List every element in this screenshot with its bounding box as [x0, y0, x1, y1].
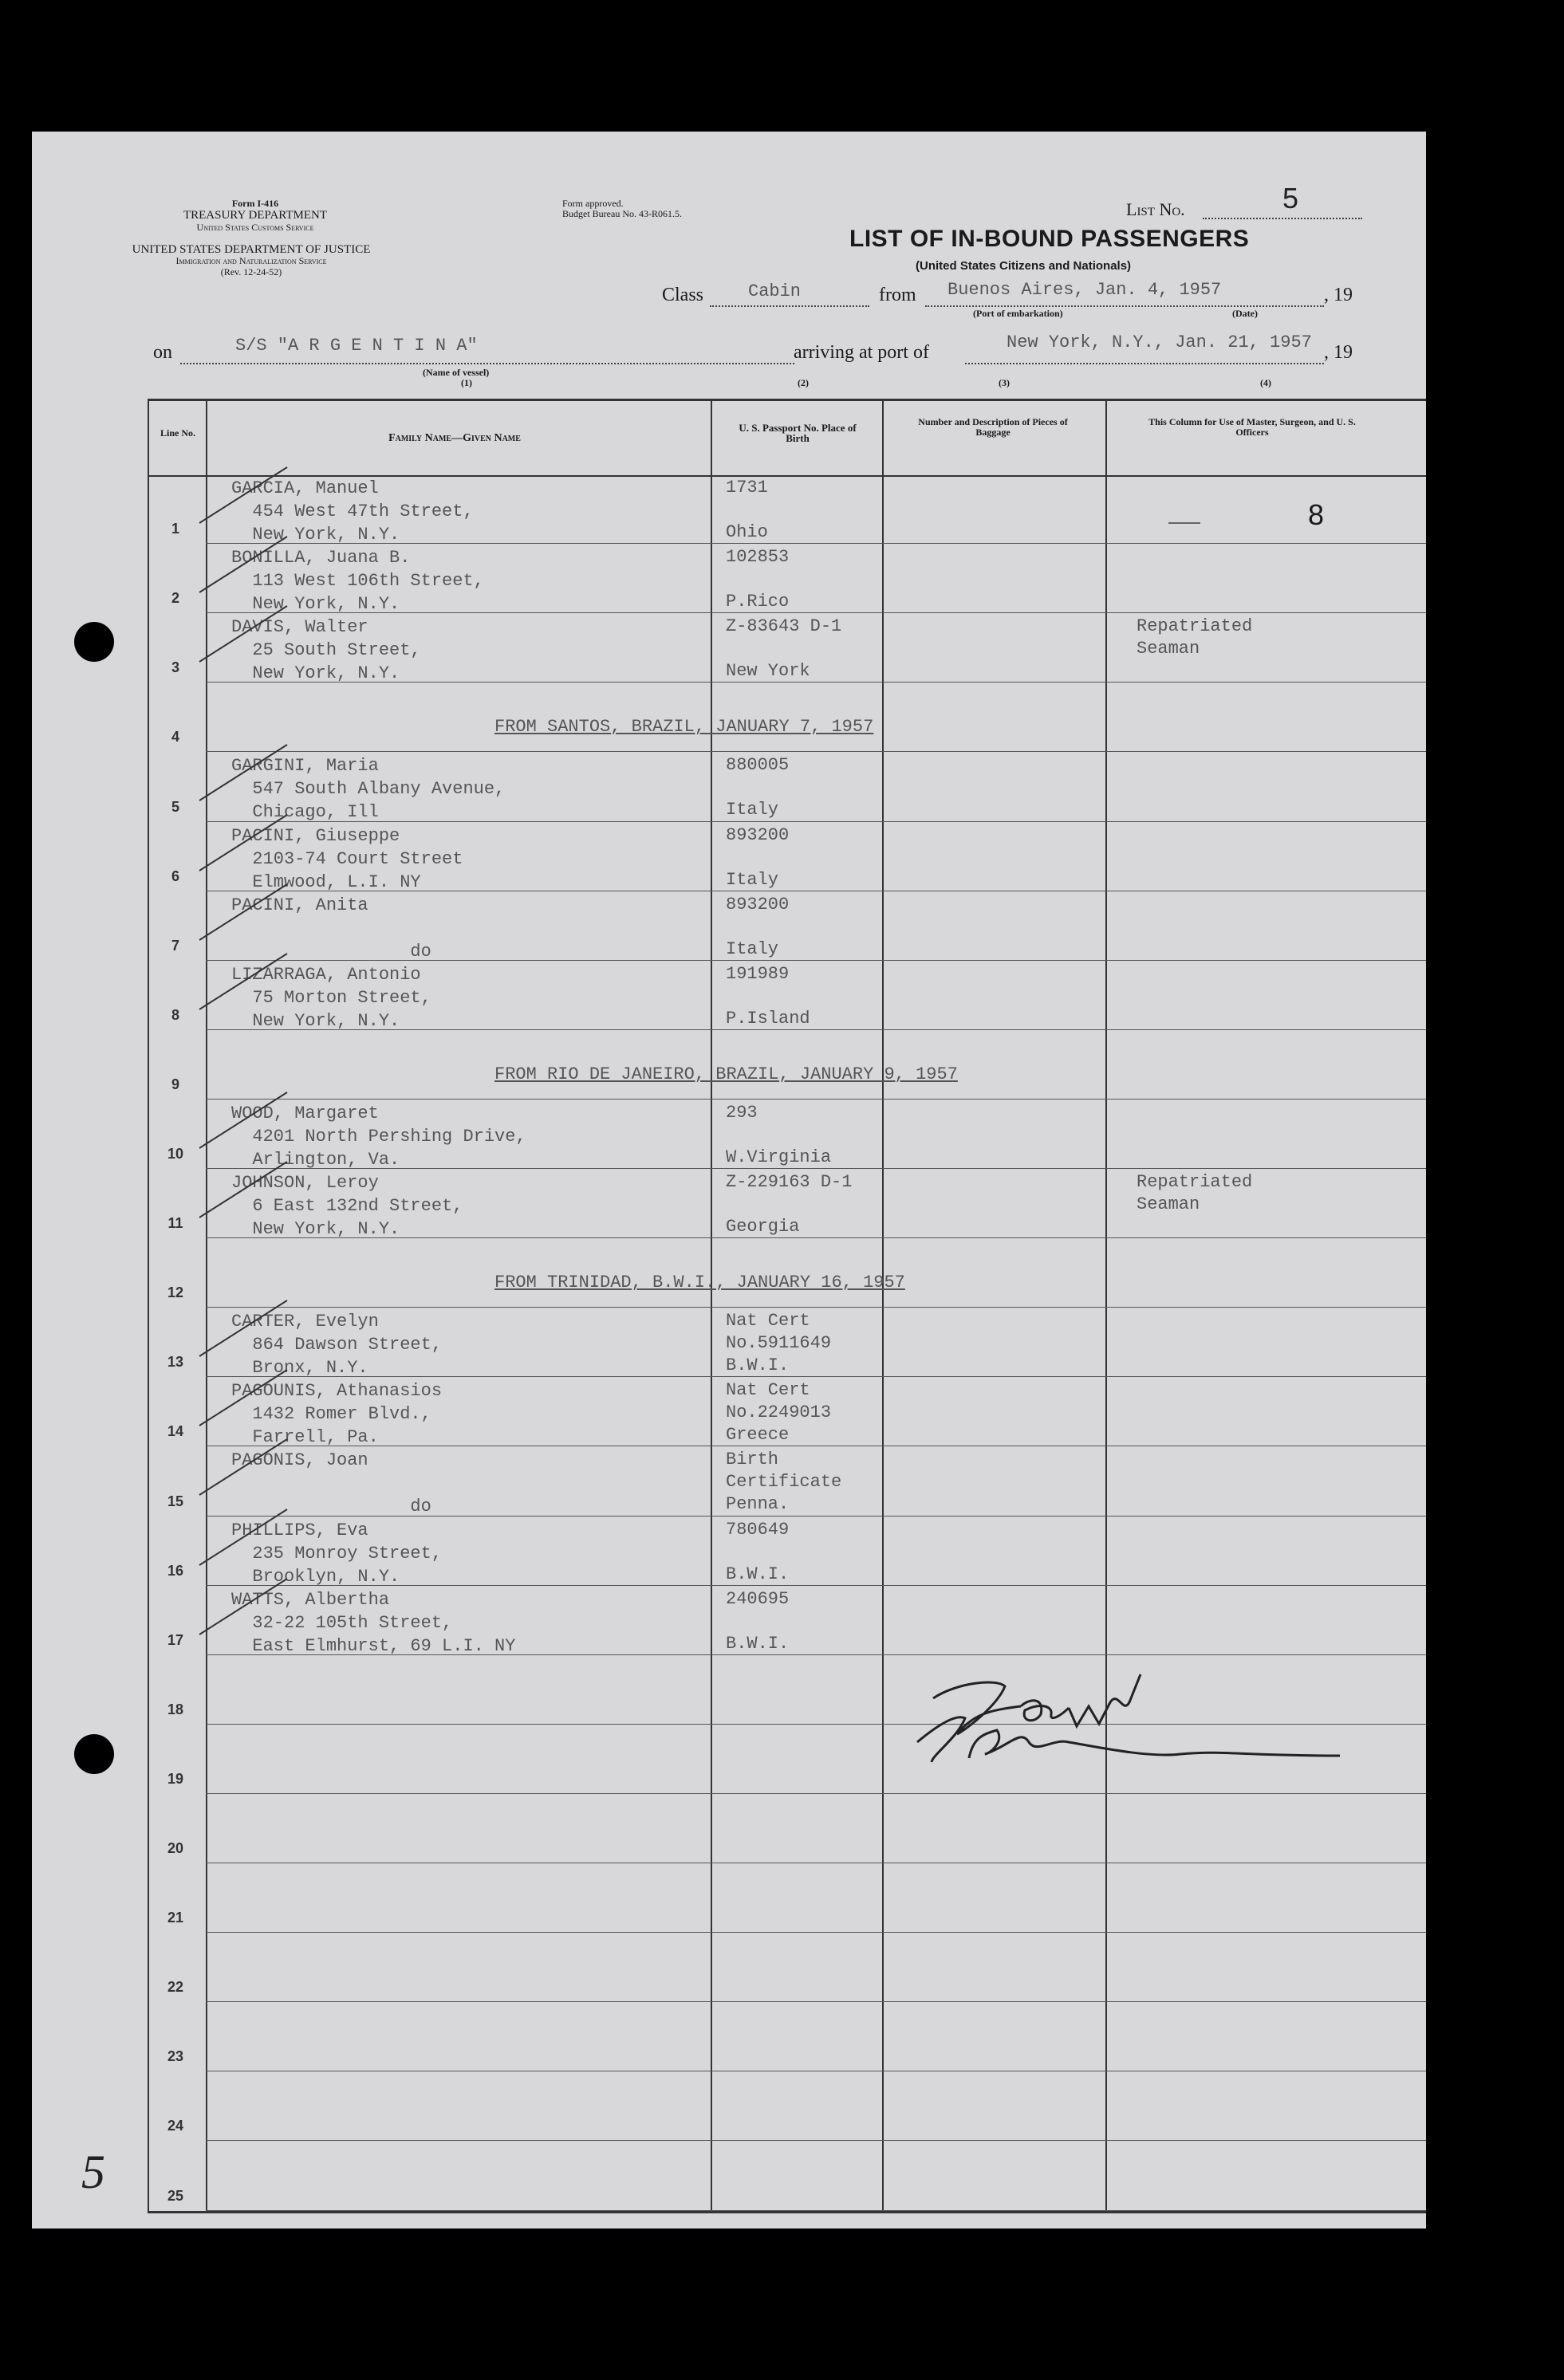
passport-birthplace: 102853 P.Rico	[726, 547, 790, 612]
port-section-heading: FROM TRINIDAD, B.W.I., JANUARY 16, 1957	[494, 1273, 905, 1293]
revision-date: (Rev. 12-24-52)	[220, 266, 282, 277]
passenger-entry: DAVIS, Walter 25 South Street, New York, N.Y.	[231, 617, 421, 684]
checkmark-stroke	[191, 811, 295, 875]
checkmark-stroke	[191, 1435, 295, 1499]
passport-birthplace: Nat Cert No.5911649 B.W.I.	[726, 1311, 832, 1376]
row-separator	[206, 2140, 1426, 2141]
from-label: from	[879, 285, 916, 305]
line-number: 11	[167, 1215, 183, 1232]
col-divider-4	[1105, 399, 1107, 2213]
col4-number: (4)	[1260, 377, 1271, 388]
form-number: Form I-416	[231, 198, 279, 209]
arriving-label: arriving at port of	[794, 342, 929, 363]
officer-signature	[909, 1666, 1356, 1770]
annotation-count: 8	[1308, 498, 1325, 531]
col2-number: (2)	[798, 377, 809, 388]
checkmark-stroke	[191, 602, 295, 666]
col-header-officers: This Column for Use of Master, Surgeon, and U. S. Officers	[1148, 416, 1356, 438]
checkmark-stroke	[191, 1088, 295, 1152]
checkmark-stroke	[191, 1366, 295, 1430]
passenger-entry: PAGOUNIS, Athanasios 1432 Romer Blvd., Farrell, Pa.	[231, 1381, 443, 1448]
ins-service: Immigration and Naturalization Service	[175, 255, 327, 266]
checkmark-stroke	[191, 950, 295, 1013]
col-header-baggage: Number and Description of Pieces of Baggage	[918, 416, 1068, 438]
col-divider-3	[882, 399, 884, 2213]
checkmark-stroke	[191, 533, 295, 596]
line-number: 6	[171, 867, 179, 884]
table-top-border	[148, 399, 1426, 401]
checkmark-stroke	[191, 880, 295, 944]
passport-birthplace: 1731 Ohio	[726, 478, 768, 542]
checkmark-stroke	[191, 1575, 295, 1638]
col-header-line: Line No.	[160, 427, 195, 439]
passenger-entry: PACINI, Giuseppe 2103-74 Court Street Elmwood, L.I. NY	[231, 825, 463, 892]
line-number: 24	[167, 2118, 184, 2134]
line-number: 9	[171, 1076, 179, 1092]
arrival-underline	[965, 363, 1324, 364]
line-number: 23	[167, 2048, 184, 2065]
checkmark-stroke	[191, 741, 295, 804]
line-number: 3	[171, 659, 179, 676]
punch-hole-bottom	[74, 1734, 114, 1774]
class-label: Class	[662, 285, 704, 305]
vessel-underline	[180, 363, 794, 364]
arrival-port: New York, N.Y., Jan. 21, 1957	[1007, 332, 1312, 352]
class-underline	[710, 305, 869, 307]
col1-number: (1)	[461, 377, 472, 388]
line-number: 21	[167, 1910, 184, 1926]
line-number: 22	[167, 1979, 184, 1996]
line-number: 16	[167, 1562, 184, 1579]
vessel-caption: (Name of vessel)	[423, 367, 490, 378]
line-number: 2	[171, 590, 179, 607]
passenger-entry: PHILLIPS, Eva 235 Monroy Street, Brooklyn, N.Y.	[231, 1520, 443, 1587]
line-number: 25	[167, 2187, 184, 2204]
checkmark-stroke	[191, 1296, 295, 1360]
from-underline	[925, 305, 1324, 307]
row-separator	[206, 2001, 1426, 2002]
passenger-entry: PACINI, Anita do	[231, 895, 431, 962]
line-number: 20	[167, 1840, 184, 1856]
treasury-dept: TREASURY DEPARTMENT	[183, 209, 328, 222]
passport-birthplace: 880005 Italy	[726, 755, 790, 820]
customs-service: United States Customs Service	[196, 222, 314, 233]
year-suffix-2: , 19	[1324, 342, 1353, 363]
port-section-heading: FROM RIO DE JANEIRO, BRAZIL, JANUARY 9, 1957	[494, 1064, 958, 1084]
passport-birthplace: Birth Certificate Penna.	[726, 1450, 842, 1515]
line-number: 13	[167, 1354, 184, 1371]
officer-note: Repatriated Seaman	[1137, 1172, 1253, 1214]
passport-birthplace: 893200 Italy	[726, 824, 790, 890]
table-bottom-border	[148, 2211, 1426, 2213]
checkmark-stroke	[191, 463, 295, 527]
list-number: 5	[1282, 182, 1299, 214]
line-number: 8	[171, 1006, 179, 1023]
line-number: 12	[167, 1284, 184, 1301]
page-title: LIST OF IN-BOUND PASSENGERS	[849, 226, 1250, 252]
passenger-entry: CARTER, Evelyn 864 Dawson Street, Bronx, N.Y.	[231, 1312, 443, 1379]
manifest-page	[32, 132, 1426, 2229]
line-number: 15	[167, 1493, 184, 1509]
passenger-entry: GARGINI, Maria 547 South Albany Avenue, Chicago, Ill	[231, 756, 506, 823]
margin-number: 5	[81, 2146, 105, 2198]
passenger-entry: WATTS, Albertha 32-22 105th Street, East Elmhurst, 69 L.I. NY	[231, 1589, 516, 1656]
officer-note: Repatriated Seaman	[1137, 616, 1253, 659]
row-separator	[206, 1307, 1426, 1308]
line-number: 18	[167, 1701, 184, 1717]
row-separator	[206, 1099, 1426, 1100]
line-number: 14	[167, 1423, 184, 1440]
passenger-entry: JOHNSON, Leroy 6 East 132nd Street, New York, N.Y.	[231, 1173, 463, 1239]
budget-bureau: Budget Bureau No. 43-R061.5.	[562, 208, 682, 219]
punch-hole-top	[74, 622, 114, 662]
date-caption: (Date)	[1232, 308, 1258, 319]
line-number: 10	[167, 1146, 184, 1162]
passport-birthplace: 893200 Italy	[726, 894, 790, 959]
row-separator	[206, 751, 1426, 752]
passport-birthplace: Z-229163 D-1 Georgia	[726, 1172, 853, 1237]
row-separator	[206, 1793, 1426, 1794]
line-number: 4	[171, 729, 179, 745]
line-number: 17	[167, 1631, 184, 1648]
passenger-entry: GARCIA, Manuel 454 West 47th Street, New York, N.Y.	[231, 478, 474, 545]
passport-birthplace: 293 W.Virginia	[726, 1102, 832, 1167]
passenger-entry: BONILLA, Juana B. 113 West 106th Street, New York, N.Y.	[231, 548, 484, 615]
row-separator	[206, 2210, 1426, 2211]
form-approved: Form approved.	[562, 198, 624, 209]
list-no-underline	[1203, 218, 1362, 219]
checkmark-stroke	[191, 1158, 295, 1221]
port-caption: (Port of embarkation)	[973, 308, 1063, 319]
passenger-entry: LIZARRAGA, Antonio 75 Morton Street, New York, N.Y.	[231, 964, 431, 1031]
passport-birthplace: 780649 B.W.I.	[726, 1519, 790, 1584]
port-embarkation: Buenos Aires, Jan. 4, 1957	[947, 280, 1222, 300]
passport-birthplace: Z-83643 D-1 New York	[726, 616, 842, 682]
line-number: 1	[171, 521, 179, 537]
passenger-entry: PAGONIS, Joan do	[231, 1450, 431, 1517]
col3-number: (3)	[999, 377, 1010, 388]
col-header-passport: U. S. Passport No. Place of Birth	[739, 422, 857, 444]
line-number: 7	[171, 937, 179, 954]
passport-birthplace: Nat Cert No.2249013 Greece	[726, 1380, 832, 1446]
table-left-border	[148, 399, 149, 2213]
annotation-dash	[1168, 522, 1200, 524]
checkmark-stroke	[191, 1505, 295, 1569]
col-header-name: Family Name—Given Name	[388, 432, 521, 444]
class-value: Cabin	[748, 281, 802, 301]
on-label: on	[153, 342, 172, 363]
port-section-heading: FROM SANTOS, BRAZIL, JANUARY 7, 1957	[494, 717, 874, 738]
passenger-entry: WOOD, Margaret 4201 North Pershing Drive, Arlington, Va.	[231, 1103, 526, 1170]
row-separator	[206, 1932, 1426, 1933]
line-number: 19	[167, 1770, 184, 1787]
passport-birthplace: 240695 B.W.I.	[726, 1588, 790, 1654]
year-suffix: , 19	[1324, 285, 1353, 305]
col-divider-2	[711, 399, 712, 2213]
list-no-label: List No.	[1126, 199, 1185, 219]
vessel-name: S/S "A R G E N T I N A"	[235, 336, 478, 356]
passport-birthplace: 191989 P.Island	[726, 963, 810, 1029]
line-number: 5	[171, 798, 179, 815]
justice-dept: UNITED STATES DEPARTMENT OF JUSTICE	[132, 243, 371, 256]
page-subtitle: (United States Citizens and Nationals)	[916, 259, 1132, 273]
